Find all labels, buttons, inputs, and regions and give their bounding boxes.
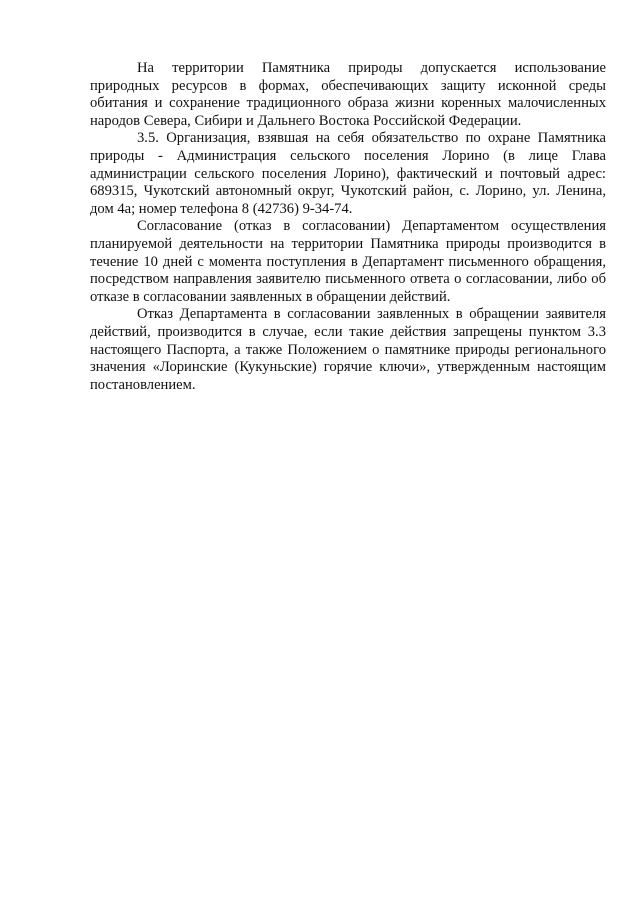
paragraph-resource-use: На территории Памятника природы допускается использование природных ресурсов в формах, обеспечивающих защиту исконной среды обитания и сохранение традиционного образа жизни коренных малочисленных народов Севера, Сибири и Дальнего Востока Российской Федерации. bbox=[90, 60, 606, 129]
paragraph-refusal: Отказ Департамента в согласовании заявленных в обращении заявителя действий, производится в случае, если такие действия запрещены пунктом 3.3 настоящего Паспорта, а также Положением о памятнике природы регионального значения «Лоринские (Кукуньские) горячие ключи», утвержденным настоящим постановлением. bbox=[90, 306, 606, 393]
paragraph-approval: Согласование (отказ в согласовании) Департаментом осуществления планируемой деятельности на территории Памятника природы производится в течение 10 дней с момента поступления в Департамент письменного обращения, посредством направления заявителю письменного ответа о согласовании, либо об отказе в согласовании заявленных в обращении действий. bbox=[90, 218, 606, 305]
document-page bbox=[90, 60, 606, 394]
paragraph-organization: 3.5. Организация, взявшая на себя обязательство по охране Памятника природы - Администрация сельского поселения Лорино (в лице Глава администрации сельского поселения Лорино), фактический и почтовый адрес: 689315, Чукотский автономный округ, Чукотский район, с. Лорино, ул. Ленина, дом 4а; номер телефона 8 (42736) 9-34-74. bbox=[90, 130, 606, 217]
